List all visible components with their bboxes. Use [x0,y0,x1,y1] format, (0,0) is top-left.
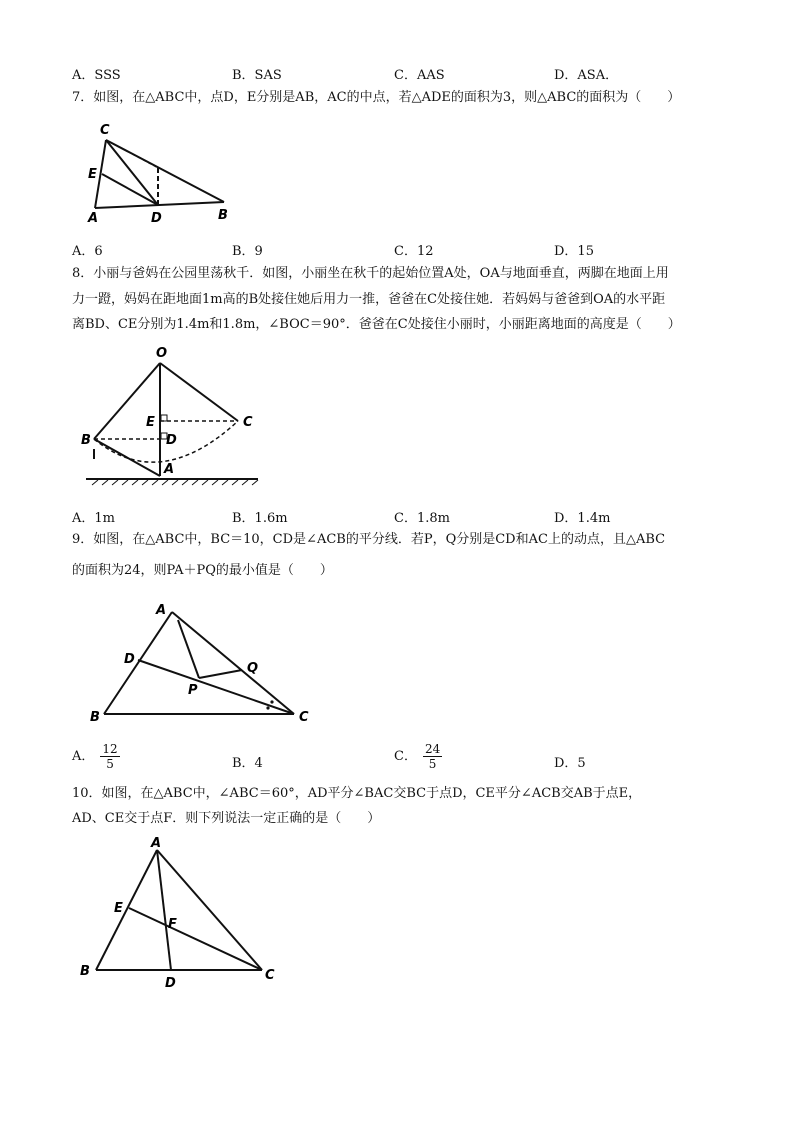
q7-label-c: C [100,123,110,138]
q10-label-b: B [80,964,90,979]
q9-option-c-prefix: C． [394,749,417,764]
q9-option-a-fraction [100,742,119,771]
q7-label-a: A [88,211,99,224]
q6-option-d[interactable]: D．ASA． [554,68,619,83]
q8-label-c: C [243,415,253,430]
q7-label-e: E [88,167,97,182]
q8-option-d[interactable]: D．1.4m [554,511,611,526]
q9-label-c: C [299,710,309,725]
q8-label-d: D [166,433,177,448]
q7-options [72,240,692,260]
q10-stem-line-1: 10．如图，在△ABC中，∠ABC＝60°，AD平分∠BAC交BC于点D，CE平分∠ACB交AB于点E， [72,786,642,801]
q8-option-a[interactable]: A．1m [72,511,115,526]
q9-label-a: A [156,603,167,618]
q8-stem-line-1: 8．小丽与爸妈在公园里荡秋千．如图，小丽坐在秋千的起始位置A处，OA与地面垂直，两脚在地面上用 [72,266,669,281]
q9-option-a-denominator: 5 [106,757,114,771]
q6-option-a[interactable]: A．SSS [72,68,121,83]
q8-label-e: E [146,415,155,430]
q7-option-a[interactable]: A．6 [72,244,103,259]
q9-label-q: Q [247,661,259,676]
q9-option-b[interactable]: B．4 [232,756,263,771]
q9-figure [84,598,324,728]
q7-label-d: D [151,211,162,224]
q8-label-a: A [164,462,175,477]
q9-stem-line-1: 9．如图，在△ABC中，BC＝10，CD是∠ACB的平分线．若P，Q分别是CD和AC上的动点，且△ABC [72,532,666,547]
q9-label-d: D [124,652,135,667]
q7-figure [78,118,248,224]
q6-option-c[interactable]: C．AAS [394,68,445,83]
q6-options [72,64,692,84]
q9-option-a-prefix: A． [72,749,95,764]
q8-option-c[interactable]: C．1.8m [394,511,450,526]
q10-label-f: F [168,917,177,932]
q7-label-b: B [218,208,228,223]
q9-option-c-fraction [423,742,442,771]
q8-label-o: O [156,346,168,361]
q9-options [72,742,692,772]
q9-option-d[interactable]: D．5 [554,756,586,771]
q6-option-b[interactable]: B．SAS [232,68,282,83]
q9-option-c-denominator: 5 [428,757,437,771]
q9-option-a[interactable] [72,742,120,771]
q10-label-a: A [151,836,162,851]
q8-stem-line-2: 力一蹬，妈妈在距地面1m高的B处接住她后用力一推，爸爸在C处接住她．若妈妈与爸爸到OA的水平距 [72,292,666,307]
q9-stem-line-2: 的面积为24，则PA＋PQ的最小值是（ ） [72,563,333,578]
q9-label-b: B [90,710,100,725]
q8-figure [78,343,268,493]
q8-options [72,507,692,527]
q9-option-a-numerator: 12 [102,742,118,756]
q9-option-c[interactable] [394,742,442,771]
q10-stem-line-2: AD、CE交于点F．则下列说法一定正确的是（ ） [72,811,381,826]
q10-label-e: E [114,901,123,916]
q10-label-c: C [265,968,275,983]
q7-option-b[interactable]: B．9 [232,244,263,259]
q7-option-c[interactable]: C．12 [394,244,434,259]
q7-stem: 7．如图，在△ABC中，点D，E分别是AB，AC的中点，若△ADE的面积为3，则△ABC的面积为（ ） [72,90,681,105]
q7-option-d[interactable]: D．15 [554,244,594,259]
q9-option-c-numerator: 24 [424,742,441,756]
q8-stem-line-3: 离BD、CE分别为1.4m和1.8m，∠BOC＝90°．爸爸在C处接住小丽时，小丽距离地面的高度是（ ） [72,317,681,332]
q8-option-b[interactable]: B．1.6m [232,511,288,526]
q9-label-p: P [188,683,198,698]
q10-figure [76,836,286,992]
q8-label-b: B [81,433,91,448]
q10-label-d: D [165,976,176,991]
